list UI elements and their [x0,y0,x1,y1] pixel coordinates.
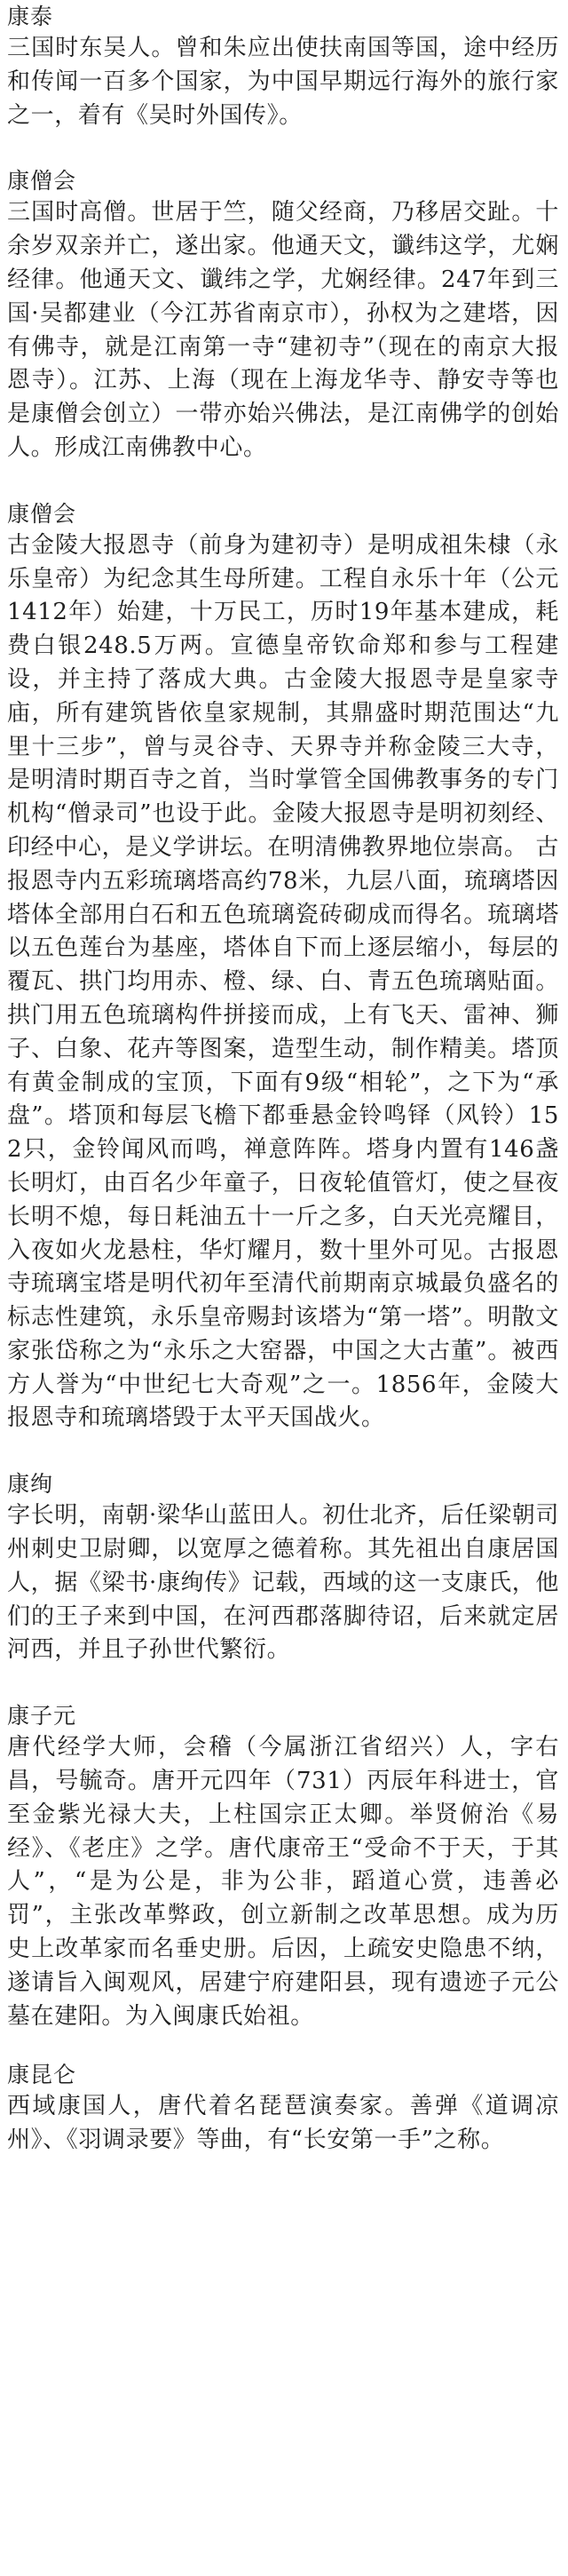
section-gap [7,1667,559,1701]
entry-kang-xuan [7,1469,559,1667]
entry-kang-zi-yuan [7,1701,559,2033]
entry-title: 康僧会 [7,168,77,195]
entry-body: 字长明，南朝·梁华山蓝田人。初仕北齐，后任梁朝司州刺史卫尉卿，以宽厚之德着称。其先祖出自康居国人，据《梁书·康绚传》记载，西域的这一支康氏，他们的王子来到中国，在河西郡落脚待诏，后来就定居河西，并且子孙世代繁衍。 [7,1502,559,1664]
entry-kang-kun-lun [7,2060,559,2158]
entry-body: 三国时高僧。世居于竺，随父经商，乃移居交趾。十余岁双亲并亡，遂出家。他通天文，谶纬这学，尤娴经律。他通天文、谶纬之学，尤娴经律。247年到三国·吴都建业（今江苏省南京市），孙权为之建塔，因有佛寺，就是江南第一寺“建初寺”（现在的南京大报恩寺）。江苏、上海（现在上海龙华寺、静安寺等也是康僧会创立）一带亦始兴佛法，是江南佛学的创始人。形成江南佛教中心。 [7,199,560,461]
section-gap [7,2033,559,2060]
entry-body: 古金陵大报恩寺（前身为建初寺）是明成祖朱棣（永乐皇帝）为纪念其生母所建。工程自永乐十年（公元1412年）始建，十万民工，历时19年基本建成，耗费白银248.5万两。宣德皇帝钦命郑和参与工程建设，并主持了落成大典。古金陵大报恩寺是皇家寺庙，所有建筑皆依皇家规制，其鼎盛时期范围达“九里十三步”，曾与灵谷寺、天界寺并称金陵三大寺，是明清时期百寺之首，当时掌管全国佛教事务的专门机构“僧录司”也设于此。金陵大报恩寺是明初刻经、印经中心，是义学讲坛。在明清佛教界地位崇高。 古报恩寺内五彩琉璃塔高约78米，九层八面，琉璃塔因塔体全部用白石和五色琉璃瓷砖砌成而得名。琉璃塔以五色莲台为基座，塔体自下而上逐层缩小，每层的覆瓦、拱门均用赤、橙、绿、白、青五色琉璃贴面。拱门用五色琉璃构件拼接而成，上有飞天、雷神、狮子、白象、花卉等图案，造型生动，制作精美。塔顶有黄金制成的宝顶，下面有9级“相轮”，之下为“承盘”。塔顶和每层飞檐下都垂悬金铃鸣铎（风铃）152只，金铃闻风而鸣，禅意阵阵。塔身内置有146盏长明灯，由百名少年童子，日夜轮值管灯，使之昼夜长明不熄，每日耗油五十一斤之多，白天光亮耀目，入夜如火龙悬柱，华灯耀月，数十里外可见。古报恩寺琉璃宝塔是明代初年至清代前期南京城最负盛名的标志性建筑，永乐皇帝赐封该塔为“第一塔”。明散文家张岱称之为“永乐之大窑器，中国之大古董”。被西方人誉为“中世纪七大奇观”之一。1856年，金陵大报恩寺和琉璃塔毁于太平天国战火。 [7,531,560,1432]
entry-title: 康昆仑 [7,2062,77,2088]
entry-kang-tai [7,2,559,132]
entry-kang-seng-hui [7,166,559,465]
section-gap [7,465,559,499]
entry-title: 康子元 [7,1703,77,1729]
entry-body: 唐代经学大师，会稽（今属浙江省绍兴）人，字右昌，号毓奇。唐开元四年（731）丙辰年科进士，官至金紫光禄大夫，上柱国宗正太卿。举贤俯治《易经》、《老庄》之学。唐代康帝王“受命不于天，于其人”，“是为公是，非为公非，蹈道心赏，违善必罚”，主张改革弊政，创立新制之改革思想。成为历史上改革家而名垂史册。后因，上疏安史隐患不纳，遂请旨入闽观风，居建宁府建阳县，现有遗迹子元公墓在建阳。为入闽康氏始祖。 [7,1734,559,2030]
entry-body: 三国时东吴人。曾和朱应出使扶南国等国，途中经历和传闻一百多个国家，为中国早期远行海外的旅行家之一，着有《吴时外国传》。 [7,35,559,129]
entry-title: 康僧会 [7,500,77,527]
entry-bao-en-temple [7,499,559,1436]
entry-body: 西域康国人，唐代着名琵琶演奏家。善弹《道调凉州》、《羽调录要》等曲，有“长安第一手”之称。 [7,2093,559,2154]
entry-title: 康绚 [7,1471,54,1498]
section-gap [7,1435,559,1469]
section-gap [7,132,559,166]
entry-title: 康泰 [7,4,54,29]
